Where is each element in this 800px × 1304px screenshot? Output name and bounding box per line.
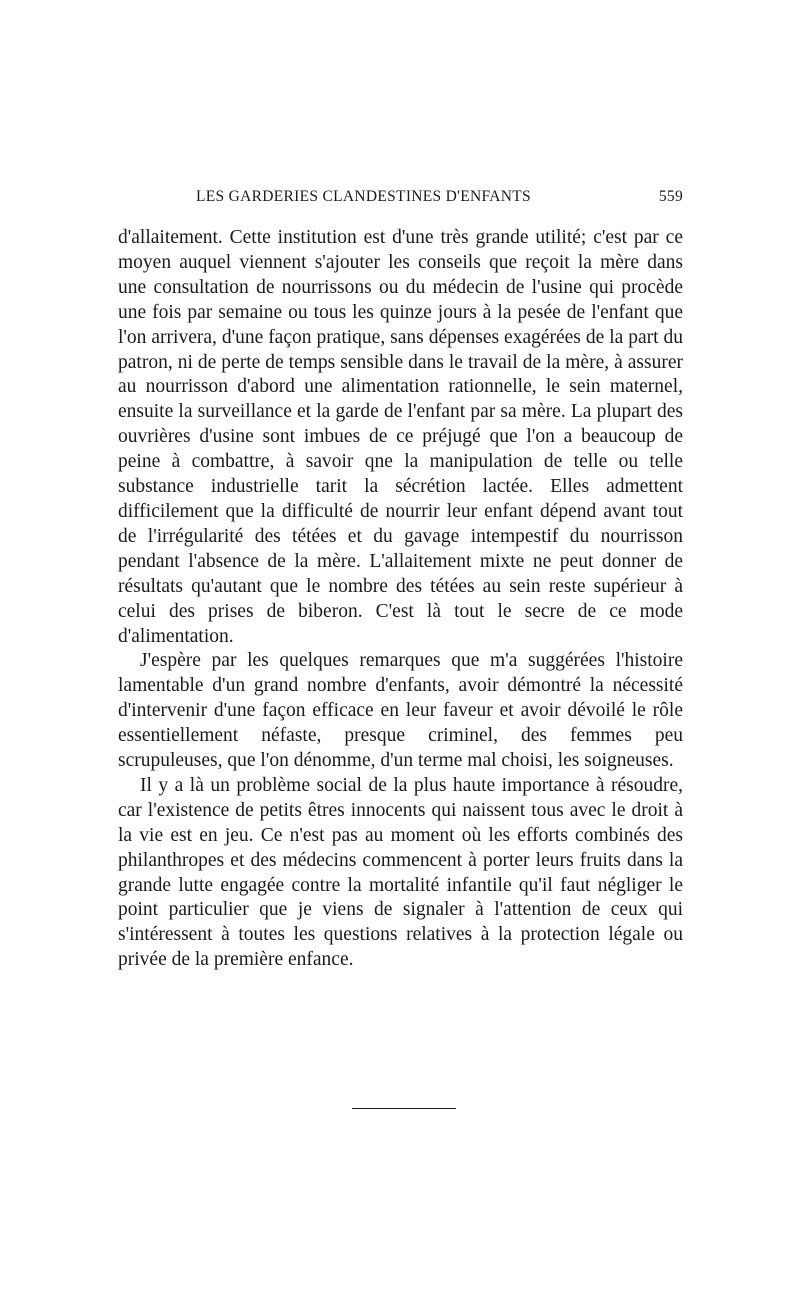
paragraph-remarks: J'espère par les quelques remarques que m'a suggérées l'histoire lamentable d'un grand nombre d'enfants, avoir démontré la nécessité d'intervenir d'une façon efficace en leur faveur et avoir dévoilé le rôle essentiellement néfaste, presque criminel, des femmes peu scrupuleuses, que l'on dénomme, d'un terme mal choisi, les soigneuses. bbox=[118, 650, 683, 772]
paragraph-continuation: d'allaitement. Cette institution est d'une très grande utilité; c'est par ce moyen auquel viennent s'ajouter les conseils que reçoit la mère dans une consultation de nourrissons ou du médecin de l'usine qui procède une fois par semaine ou tous les quinze jours à la pesée de l'enfant que l'on arrivera, d'une façon pratique, sans dépenses exagérées de la part du patron, ni de perte de temps sensible dans le travail de la mère, à assurer au nourrisson d'abord une alimentation rationnelle, le sein maternel, ensuite la surveillance et la garde de l'enfant par sa mère. La plupart des ouvrières d'usine sont imbues de ce préjugé que l'on a beaucoup de peine à combattre, à savoir qne la manipulation de telle ou telle substance industrielle tarit la sécrétion lactée. Elles admettent difficilement que la difficulté de nourrir leur enfant dépend avant tout de l'irrégularité des tétées et du gavage intempestif du nourrisson pendant l'absence de la mère. L'allaitement mixte ne peut donner de résultats qu'autant que le nombre des tétées au sein reste supérieur à celui des prises de biberon. C'est là tout le secre de ce mode d'alimentation. bbox=[118, 227, 683, 647]
running-header bbox=[118, 188, 683, 210]
end-of-chapter-rule bbox=[352, 1108, 456, 1109]
page-number: 559 bbox=[658, 188, 683, 205]
paragraph-social-problem: Il y a là un problème social de la plus haute importance à résoudre, car l'existence de petits êtres innocents qui naissent tous avec le droit à la vie est en jeu. Ce n'est pas au moment où les efforts combinés des philanthropes et des médecins commencent à porter leurs fruits dans la grande lutte engagée contre la mortalité infantile qu'il faut négliger le point particulier que je viens de signaler à l'attention de ceux qui s'intéressent à toutes les questions relatives à la protection légale ou privée de la première enfance. bbox=[118, 774, 683, 971]
body-text bbox=[118, 226, 683, 973]
running-title: LES GARDERIES CLANDESTINES D'ENFANTS bbox=[196, 188, 531, 205]
